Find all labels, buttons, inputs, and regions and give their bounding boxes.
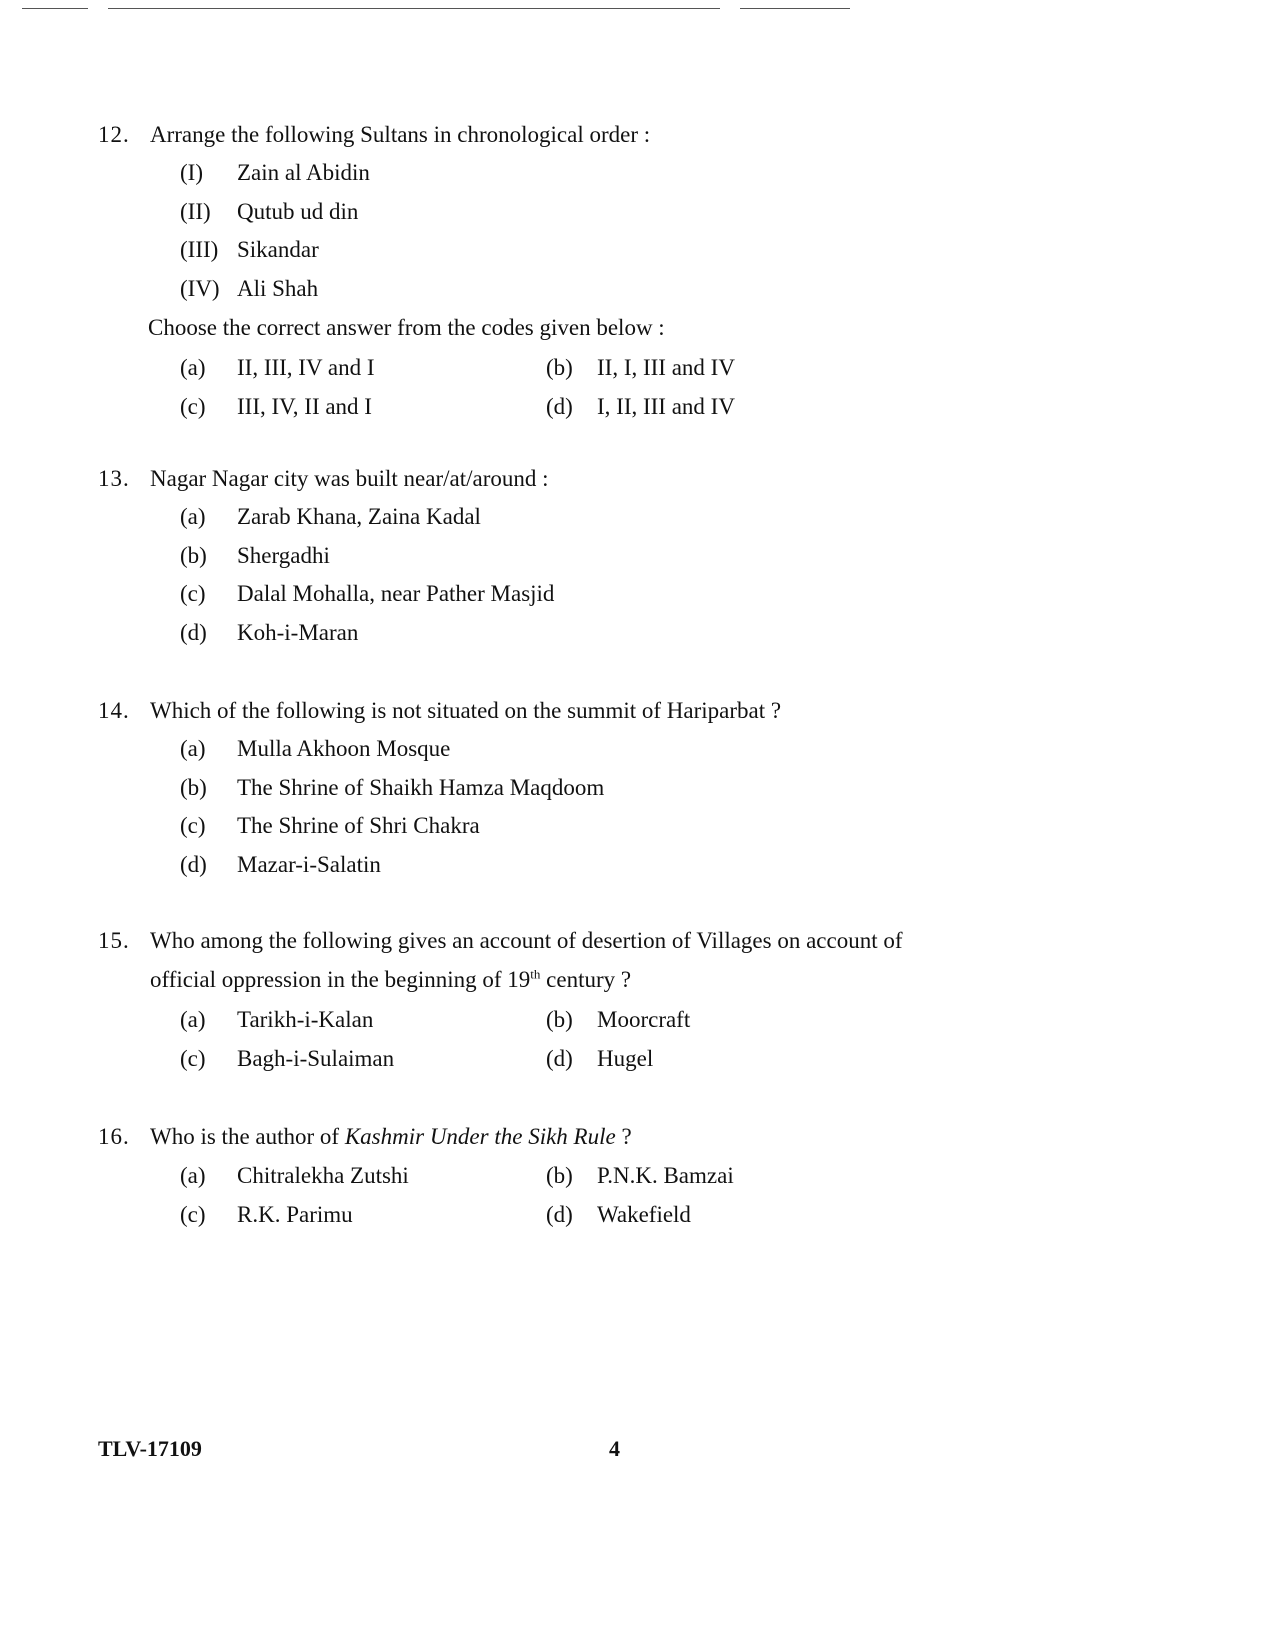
option-b xyxy=(98,537,918,576)
option-text: II, I, III and IV xyxy=(597,355,735,380)
option-a xyxy=(180,1156,546,1195)
option-label: (b) xyxy=(546,1163,573,1188)
list-item xyxy=(98,270,918,309)
option-label: (d) xyxy=(546,1046,573,1071)
question-13 xyxy=(98,460,918,652)
item-label: (I) xyxy=(180,160,203,185)
top-rule-segment xyxy=(108,8,720,9)
option-d xyxy=(98,614,918,653)
option-a xyxy=(98,498,918,537)
item-text: Ali Shah xyxy=(237,275,319,301)
option-label: (a) xyxy=(180,355,206,380)
option-label: (a) xyxy=(180,504,206,529)
page-number: 4 xyxy=(609,1436,620,1461)
question-number: 12. xyxy=(98,122,130,147)
book-title: Kashmir Under the Sikh Rule xyxy=(344,1124,616,1149)
list-item xyxy=(98,231,918,270)
item-text: Qutub ud din xyxy=(237,198,359,224)
option-b xyxy=(546,348,735,387)
question-text-part: official oppression in the beginning of 19 xyxy=(150,967,531,992)
option-d xyxy=(546,387,735,426)
options-row xyxy=(98,1039,938,1078)
option-label: (d) xyxy=(180,619,207,645)
question-text: Arrange the following Sultans in chronological order : xyxy=(150,122,651,147)
question-14 xyxy=(98,692,918,884)
question-text-part: ? xyxy=(615,1124,632,1149)
options-row xyxy=(98,1195,918,1234)
option-label: (a) xyxy=(180,1163,206,1188)
question-line xyxy=(98,922,938,960)
question-text: Which of the following is not situated on the summit of Hariparbat ? xyxy=(150,698,782,723)
option-label: (b) xyxy=(180,542,207,568)
option-c xyxy=(180,1039,546,1078)
question-text: Nagar Nagar city was built near/at/around : xyxy=(150,466,549,491)
option-label: (c) xyxy=(180,1202,206,1227)
option-b xyxy=(546,1156,734,1195)
list-item xyxy=(98,154,918,193)
option-label: (b) xyxy=(180,774,207,800)
option-c xyxy=(180,387,546,426)
option-a xyxy=(98,730,918,769)
option-text: Mulla Akhoon Mosque xyxy=(237,736,451,761)
option-a xyxy=(180,1000,546,1039)
options-row xyxy=(98,387,918,426)
question-line xyxy=(98,116,918,154)
option-b xyxy=(546,1000,690,1039)
option-text: III, IV, II and I xyxy=(237,394,372,419)
option-text: P.N.K. Bamzai xyxy=(597,1163,734,1188)
option-text: Tarikh-i-Kalan xyxy=(237,1007,374,1032)
option-text: Bagh-i-Sulaiman xyxy=(237,1046,395,1071)
option-label: (c) xyxy=(180,813,206,838)
options-row xyxy=(98,1156,918,1195)
option-text: Shergadhi xyxy=(237,542,330,568)
list-item xyxy=(98,193,918,232)
question-number: 16. xyxy=(98,1124,130,1149)
question-number: 14. xyxy=(98,698,130,723)
option-label: (b) xyxy=(546,355,573,380)
option-text: Zarab Khana, Zaina Kadal xyxy=(237,504,481,529)
item-text: Zain al Abidin xyxy=(237,160,370,185)
top-rule-segment xyxy=(22,8,88,9)
option-text: The Shrine of Shri Chakra xyxy=(237,813,480,838)
question-line xyxy=(98,692,918,730)
question-text-part: century ? xyxy=(540,967,632,992)
option-d xyxy=(546,1039,653,1078)
question-line xyxy=(98,460,918,498)
option-text: Dalal Mohalla, near Pather Masjid xyxy=(237,581,555,606)
option-text: II, III, IV and I xyxy=(237,355,375,380)
question-text-continued xyxy=(98,960,938,1000)
question-text-part: Who is the author of xyxy=(150,1124,345,1149)
question-text: Who among the following gives an account of desertion of Villages on account of xyxy=(150,928,903,953)
option-text: Wakefield xyxy=(597,1202,691,1227)
option-d xyxy=(98,846,918,885)
option-text: Hugel xyxy=(597,1046,654,1071)
options-row xyxy=(98,1000,938,1039)
option-text: R.K. Parimu xyxy=(237,1202,353,1227)
question-16 xyxy=(98,1118,918,1234)
option-c xyxy=(98,575,918,614)
question-number: 13. xyxy=(98,466,130,491)
instruction-text: Choose the correct answer from the codes given below : xyxy=(148,315,665,340)
option-label: (a) xyxy=(180,1007,206,1032)
option-a xyxy=(180,348,546,387)
option-label: (b) xyxy=(546,1007,573,1032)
question-12 xyxy=(98,116,918,426)
option-c xyxy=(180,1195,546,1234)
option-b xyxy=(98,769,918,808)
question-line xyxy=(98,1118,918,1156)
option-label: (c) xyxy=(180,394,206,419)
option-label: (c) xyxy=(180,581,206,606)
question-number: 15. xyxy=(98,928,130,953)
item-label: (II) xyxy=(180,198,211,224)
option-text: Chitralekha Zutshi xyxy=(237,1163,409,1188)
item-label: (IV) xyxy=(180,275,220,301)
option-text: Mazar-i-Salatin xyxy=(237,851,381,877)
option-label: (c) xyxy=(180,1046,206,1071)
option-text: Koh-i-Maran xyxy=(237,619,359,645)
option-label: (d) xyxy=(546,394,573,419)
superscript-text: th xyxy=(530,966,541,982)
item-label: (III) xyxy=(180,237,219,262)
option-text: I, II, III and IV xyxy=(597,394,735,419)
option-text: The Shrine of Shaikh Hamza Maqdoom xyxy=(237,774,605,800)
options-row xyxy=(98,348,918,387)
item-text: Sikandar xyxy=(237,237,319,262)
top-rule-segment xyxy=(740,8,850,9)
option-text: Moorcraft xyxy=(597,1007,691,1032)
option-c xyxy=(98,807,918,846)
option-label: (d) xyxy=(546,1202,573,1227)
option-label: (a) xyxy=(180,736,206,761)
option-label: (d) xyxy=(180,851,207,877)
question-15 xyxy=(98,922,938,1078)
question-text xyxy=(150,1118,918,1156)
paper-code: TLV-17109 xyxy=(98,1436,202,1461)
option-d xyxy=(546,1195,691,1234)
